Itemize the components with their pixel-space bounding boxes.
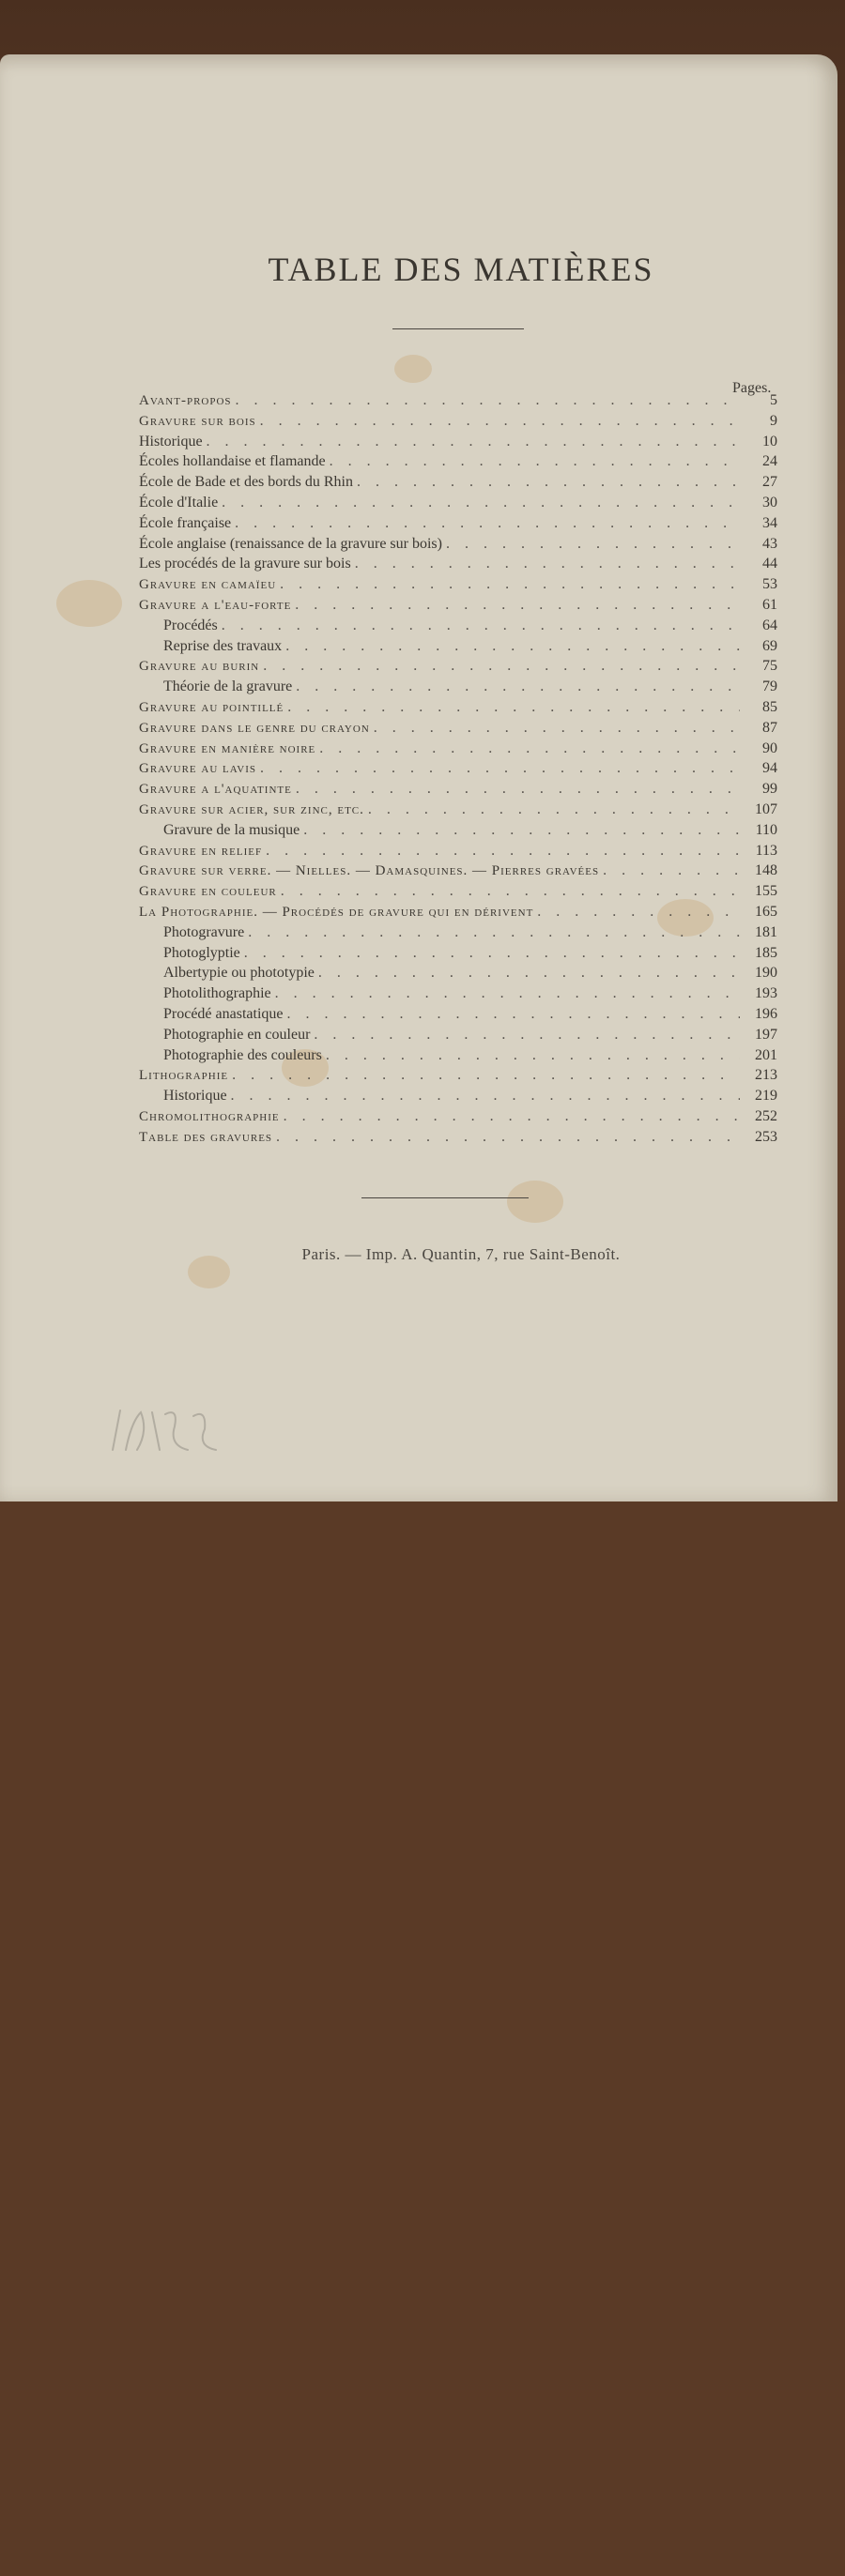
toc-entry [139,945,777,966]
toc-entry-label: Gravure dans le genre du crayon [139,720,370,736]
toc-entry-label: Lithographie [139,1068,229,1084]
toc-entry [139,1129,777,1150]
toc-entry-page-number: 30 [762,494,777,511]
toc-entry [139,474,777,495]
dot-leader [231,1088,740,1105]
dot-leader [330,453,740,470]
toc-entry-page-number: 5 [770,392,777,408]
toc-entry [139,985,777,1006]
toc-entry-label: École d'Italie [139,494,219,511]
dot-leader [319,740,740,757]
toc-entry-page-number: 85 [762,698,777,715]
toc-entry-page-number: 99 [762,781,777,798]
toc-entry-label: École de Bade et des bords du Rhin [139,474,353,491]
toc-entry [139,453,777,474]
toc-entry [139,862,777,883]
handwritten-pencil-note [103,1403,244,1459]
dot-leader [287,699,740,716]
toc-entry-page-number: 193 [755,985,777,1002]
toc-entry [139,699,777,720]
toc-entry-page-number: 94 [762,760,777,777]
toc-entry-page-number: 113 [755,842,777,859]
toc-entry-label: Gravure en relief [139,843,263,859]
dot-leader [374,720,740,737]
toc-entry-page-number: 61 [762,596,777,613]
toc-entry [139,1006,777,1027]
dot-leader [260,413,740,430]
toc-entry-label: Historique [163,1088,227,1105]
toc-entry-page-number: 181 [755,923,777,940]
toc-entry-page-number: 165 [755,903,777,920]
toc-entry-label: Gravure sur bois [139,413,256,429]
dot-leader [266,843,740,860]
toc-entry [139,781,777,801]
toc-entry-page-number: 24 [762,453,777,470]
toc-entry-label: Gravure a l'aquatinte [139,782,292,798]
dot-leader [287,1006,741,1023]
dot-leader [446,536,740,553]
dot-leader [280,576,740,593]
dot-leader [296,781,740,798]
toc-entry-page-number: 155 [755,883,777,900]
toc-entry-label: Gravure au lavis [139,761,256,777]
printer-imprint: Paris. — Imp. A. Quantin, 7, rue Saint-Benoît. [301,1245,621,1263]
toc-entry [139,822,777,843]
toc-entry [139,1088,777,1108]
toc-entry-page-number: 79 [762,678,777,695]
toc-entry-page-number: 196 [755,1005,777,1022]
toc-entry [139,678,777,699]
toc-entry-page-number: 110 [755,821,777,838]
toc-entry [139,1067,777,1088]
page-title: TABLE DES MATIÈRES [268,251,654,288]
toc-entry [139,556,777,576]
toc-entry [139,658,777,678]
toc-entry [139,904,777,924]
toc-entry-page-number: 27 [762,474,777,491]
toc-entry-page-number: 69 [762,637,777,654]
dot-leader [314,1027,740,1044]
toc-entry-label: Photolithographie [163,985,271,1002]
toc-entry-label: Avant-propos [139,393,232,408]
toc-entry [139,413,777,434]
toc-entry-label: Procédés [163,617,218,633]
toc-entry [139,843,777,863]
toc-entry [139,1047,777,1068]
dot-leader [248,924,740,941]
toc-entry-page-number: 53 [762,576,777,593]
dot-leader [222,495,740,511]
dot-leader [296,678,740,695]
toc-entry [139,720,777,740]
foxing-stain [394,355,432,383]
toc-entry-page-number: 34 [762,514,777,531]
toc-entry-label: La Photographie. — Procédés de gravure qui en dérivent [139,904,534,920]
toc-entry-label: Gravure de la musique [163,821,300,838]
foxing-stain [56,580,122,627]
toc-entry-page-number: 10 [762,433,777,450]
toc-entry-page-number: 87 [762,719,777,736]
toc-entry-page-number: 201 [755,1046,777,1063]
toc-entry [139,1027,777,1047]
dot-leader [357,474,740,491]
toc-entry-page-number: 75 [762,658,777,675]
dot-leader [244,945,740,962]
toc-entry [139,760,777,781]
foxing-stain [507,1181,563,1223]
dot-leader [275,985,740,1002]
toc-entry [139,801,777,822]
dot-leader [355,556,740,572]
toc-entry [139,392,777,413]
toc-entry-page-number: 44 [762,556,777,572]
toc-entry-label: Historique [139,433,203,450]
toc-entry-label: Gravure au burin [139,659,260,675]
toc-entry-label: Gravure au pointillé [139,699,284,715]
dot-leader [368,801,740,818]
toc-entry [139,597,777,617]
toc-entry-label: Gravure en camaïeu [139,577,277,593]
toc-entry-label: Gravure en manière noire [139,740,316,756]
toc-entry [139,576,777,597]
dot-leader [318,965,740,982]
toc-entry-page-number: 190 [755,965,777,982]
dot-leader [281,883,740,900]
toc-entry [139,617,777,638]
toc-entry-page-number: 197 [755,1026,777,1043]
toc-entry-page-number: 253 [755,1128,777,1145]
toc-entry-label: Procédé anastatique [163,1005,284,1022]
dot-leader [260,760,740,777]
toc-entry [139,883,777,904]
toc-entry-label: Gravure sur acier, sur zinc, etc. [139,801,364,817]
toc-entry [139,638,777,659]
toc-entry [139,740,777,761]
table-of-contents [139,392,777,1149]
toc-entry [139,924,777,945]
toc-entry-page-number: 148 [755,862,777,879]
toc-entry-page-number: 185 [755,944,777,961]
toc-entry-label: Gravure en couleur [139,884,277,900]
dot-leader [235,515,740,532]
toc-entry [139,536,777,556]
toc-entry-label: École anglaise (renaissance de la gravure sur bois) [139,535,442,552]
toc-entry-page-number: 252 [755,1107,777,1124]
toc-entry-label: Photoglyptie [163,944,240,961]
toc-entry-label: Table des gravures [139,1129,273,1145]
dot-leader [207,434,740,450]
dot-leader [284,1108,740,1125]
toc-entry-label: Photographie des couleurs [163,1046,322,1063]
toc-entry-page-number: 90 [762,739,777,756]
toc-entry-label: Les procédés de la gravure sur bois [139,556,351,572]
toc-entry-page-number: 107 [755,800,777,817]
toc-entry-label: Gravure sur verre. — Nielles. — Damasquines. — Pierres gravées [139,863,600,879]
toc-entry-label: École française [139,514,232,531]
dot-leader [222,617,740,634]
dot-leader [326,1047,740,1064]
toc-entry [139,495,777,515]
toc-entry-label: Théorie de la gravure [163,678,293,695]
toc-entry-label: Chromolithographie [139,1108,280,1124]
toc-entry-label: Albertypie ou phototypie [163,965,315,982]
dot-leader [537,904,740,921]
toc-entry-page-number: 43 [762,535,777,552]
dot-leader [285,638,740,655]
dot-leader [303,822,740,839]
toc-entry-label: Reprise des travaux [163,637,283,654]
toc-entry [139,965,777,985]
toc-entry-label: Photogravure [163,923,245,940]
toc-entry-label: Écoles hollandaise et flamande [139,453,326,470]
closing-rule [361,1197,529,1198]
dot-leader [276,1129,740,1146]
dot-leader [263,658,740,675]
toc-entry-page-number: 219 [755,1088,777,1105]
dot-leader [295,597,740,614]
pages-column-label: Pages. [732,380,772,396]
toc-entry [139,515,777,536]
toc-entry-page-number: 9 [770,412,777,429]
dot-leader [232,1067,740,1084]
toc-entry-page-number: 64 [762,617,777,633]
toc-entry-label: Photographie en couleur [163,1026,311,1043]
toc-entry-page-number: 213 [755,1067,777,1084]
toc-entry-label: Gravure a l'eau-forte [139,597,292,613]
toc-entry [139,1108,777,1129]
title-rule [392,328,524,329]
dot-leader [236,392,740,409]
dot-leader [603,862,740,879]
toc-entry [139,434,777,454]
